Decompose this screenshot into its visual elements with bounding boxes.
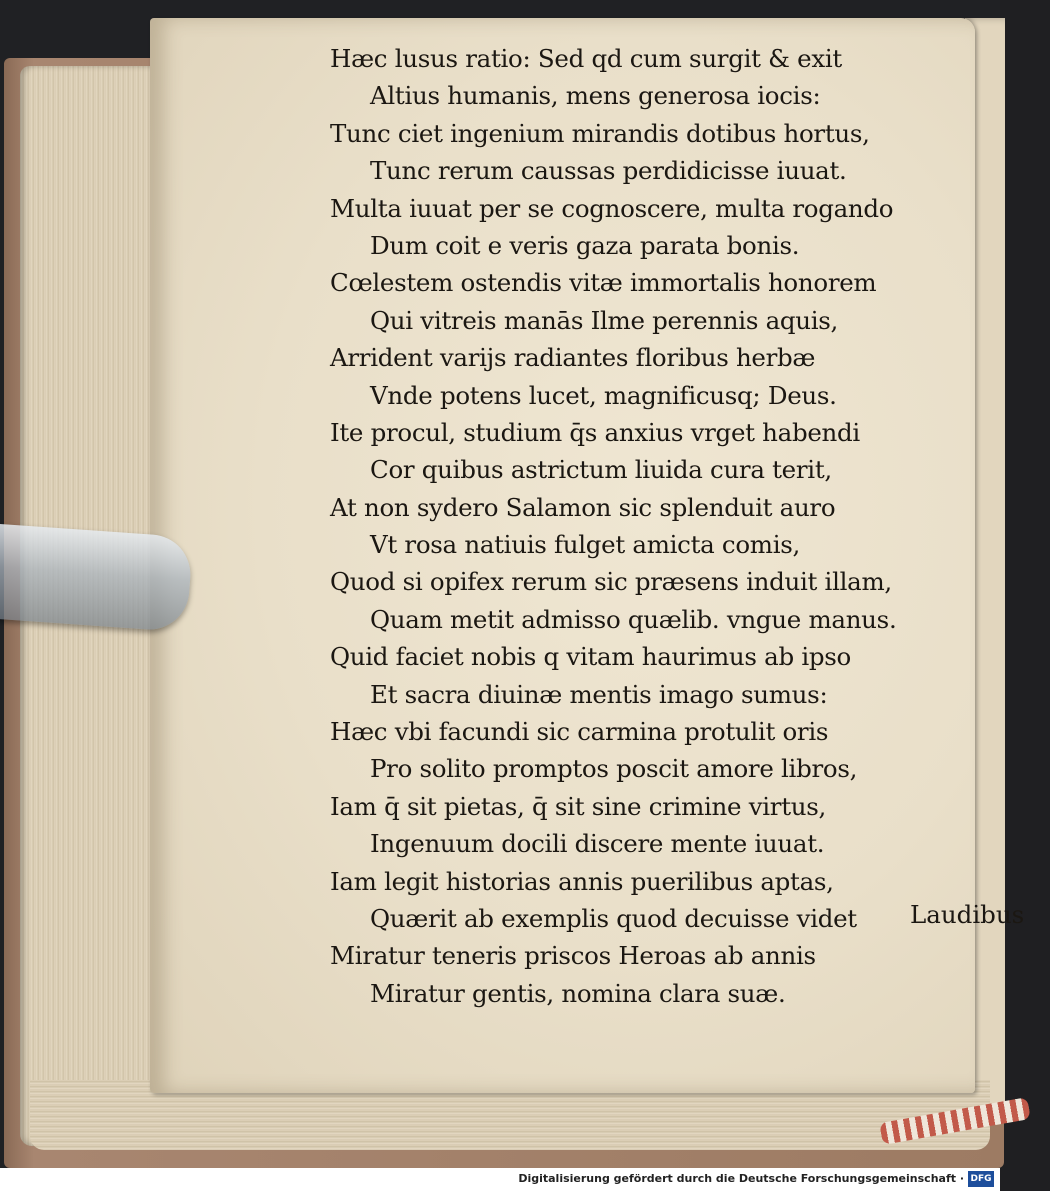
verse-line: Ingenuum docili discere mente iuuat. — [370, 829, 825, 859]
book-page — [150, 18, 1025, 1093]
verse-line: Miratur gentis, nomina clara suæ. — [370, 978, 786, 1008]
verse-line: Hæc vbi facundi sic carmina protulit oris — [330, 717, 829, 747]
footer-credit: Digitalisierung gefördert durch die Deutsche Forschungsgemeinschaft · — [518, 1172, 964, 1185]
verse-line: Quærit ab exemplis quod decuisse videt — [370, 903, 857, 933]
verse-line: Arrident varijs radiantes floribus herbæ — [330, 343, 816, 373]
verse-line: Quid faciet nobis q vitam haurimus ab ipso — [330, 642, 851, 672]
footer-bar — [0, 1168, 1000, 1191]
verse-line: Miratur teneris priscos Heroas ab annis — [330, 941, 816, 971]
verse-line: Altius humanis, mens generosa iocis: — [370, 81, 821, 111]
verse-text — [330, 40, 1050, 1012]
verse-line: Tunc rerum caussas perdidicisse iuuat. — [370, 156, 847, 186]
verse-line: Qui vitreis manās Ilme perennis aquis, — [370, 305, 839, 335]
verse-line: Tunc ciet ingenium mirandis dotibus hortus, — [330, 118, 870, 148]
verse-line: Cœlestem ostendis vitæ immortalis honorem — [330, 268, 877, 298]
verse-line: Pro solito promptos poscit amore libros, — [370, 754, 858, 784]
verse-line: Vnde potens lucet, magnificusq; Deus. — [370, 380, 837, 410]
verse-line: Quod si opifex rerum sic præsens induit illam, — [330, 567, 892, 597]
verse-line: Dum coit e veris gaza parata bonis. — [370, 230, 800, 260]
verse-line: Iam legit historias annis puerilibus aptas, — [330, 866, 834, 896]
page-clip — [0, 523, 193, 632]
verse-line: Multa iuuat per se cognoscere, multa rogando — [330, 193, 894, 223]
verse-line: Et sacra diuinæ mentis imago sumus: — [370, 679, 828, 709]
dfg-logo: DFG — [968, 1171, 994, 1187]
verse-line: Iam q̄ sit pietas, q̄ sit sine crimine virtus, — [330, 791, 827, 821]
verse-line: Ite procul, studium q̄s anxius vrget habendi — [330, 417, 860, 447]
verse-line: Vt rosa natiuis fulget amicta comis, — [370, 530, 801, 560]
verse-line: Cor quibus astrictum liuida cura terit, — [370, 455, 832, 485]
catchword: Laudibus — [910, 900, 1025, 929]
verse-line: At non sydero Salamon sic splenduit auro — [330, 492, 836, 522]
verse-line: Quam metit admisso quælib. vngue manus. — [370, 604, 897, 634]
verse-line: Hæc lusus ratio: Sed qd cum surgit & exit — [330, 44, 842, 73]
